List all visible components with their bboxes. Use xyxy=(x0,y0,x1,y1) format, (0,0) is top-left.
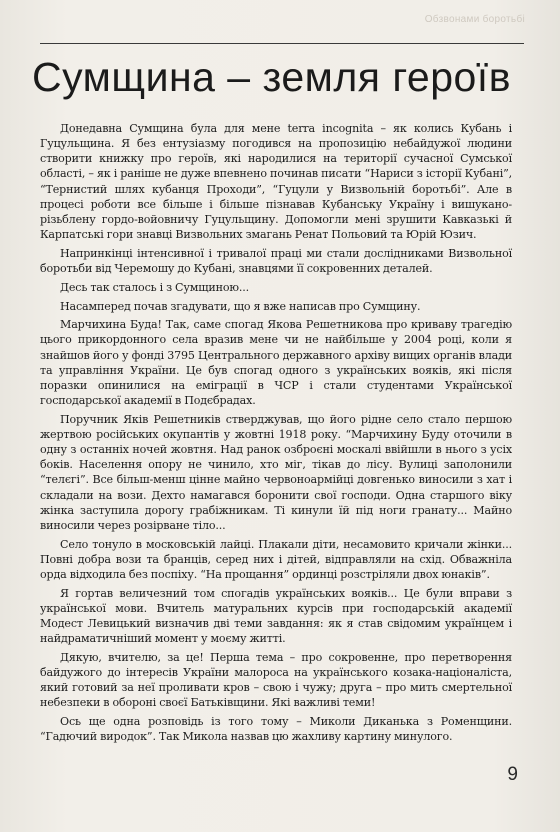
paragraph: Напринкінці інтенсивної і тривалої праці ми стали дослідниками Визвольної боротьби від Черемошу до Кубані, знавцями її сокровенних деталей. xyxy=(40,246,512,275)
chapter-title: Сумщина – земля героїв xyxy=(32,54,511,100)
header-rule xyxy=(40,43,524,44)
paragraph: Поручник Яків Решетників стверджував, що його рідне село стало першою жертвою російських окупантів у жовтні 1918 року. “Марчихину Буду оточили в одну з останніх ночей жовтня. Над ранок озброєні москалі ввійшли в нього з усіх боків. Населення опору не чинило, хто міг, тікав до лісу. Вулиці заполонили “телєгі”. Все більш-менш цінне майно червоноармійці довгенько виносили з хат і складали на вози. Дехто намагався боронити свої господи. Одна старшого віку жінка заступила дорогу грабіжникам. Ті кинули їй під ноги гранату... Майно виносили через розірване тіло... xyxy=(40,412,512,532)
paragraph: Ось ще одна розповідь із того тому – Миколи Диканька з Роменщини. “Гадючий виродок”. Так Микола назвав цю жахливу картину минулого. xyxy=(40,715,512,744)
running-header-bleed: Обзвонами боротьбі xyxy=(424,14,525,25)
paragraph: Десь так сталось і з Сумщиною... xyxy=(60,280,250,294)
paragraph: Я гортав величезний том спогадів українських вояків... Це були вправи з української мови. Вчитель матуральних курсів при господарській академії Модест Левицький визначив дві теми завдання: як я став свідомим українцем і найдраматичніший момент у моєму житті. xyxy=(40,586,512,646)
page-number: 9 xyxy=(507,764,518,785)
paragraph: Марчихина Буда! Так, саме спогад Якова Решетникова про криваву трагедію цього прикордонного села вразив мене чи не найбільше у 2004 році, коли я знайшов його у фонді 3795 Центрального державного архіву вищих органів влади та управління України. Це був спогад одного з українських вояків, які після поразки опинилися на еміграції в ЧСР і стали студентами Української господарської академії в Подєбрадах. xyxy=(40,318,512,408)
paragraph: Насамперед почав згадувати, що я вже написав про Сумщину. xyxy=(60,299,421,313)
paragraph: Село тонуло в московській лайці. Плакали діти, несамовито кричали жінки... Повні добра вози та бранців, серед них і дітей, відправляли на схід. Обважніла орда відходила без поспіху. “На прощання” ординці розстріляли двох юнаків”. xyxy=(40,537,512,581)
body-text xyxy=(40,121,512,748)
paragraph: Дякую, вчителю, за це! Перша тема – про сокровенне, про перетворення байдужого до інтересів України малороса на українського козака-націоналіста, який готовий за неї проливати кров – свою і чужу; друга – про мить смертельної небезпеки в обороні своєї Батьківщини. Які важливі теми! xyxy=(40,650,512,710)
paragraph: Донедавна Сумщина була для мене terra incognita – як колись Кубань і Гуцульщина. Я без ентузіазму погодився на пропозицію небайдужої людини створити книжку про героїв, які народилися на території сучасної Сумської області, – як і раніше не дуже впевнено починав писати “Нариси з історії Кубані”, “Тернистий шлях кубанця Проходи”, “Гуцули у Визвольній боротьбі”. Але в процесі роботи все більше і більше пізнавав Кубанську Україну і вишукано-різьблену гордо-войовничу Гуцульщину. Допомогли мені зрушити Кавказькі й Карпатські гори знавці Визвольних змагань Ренат Польовий та Юрій Юзич. xyxy=(40,122,512,242)
